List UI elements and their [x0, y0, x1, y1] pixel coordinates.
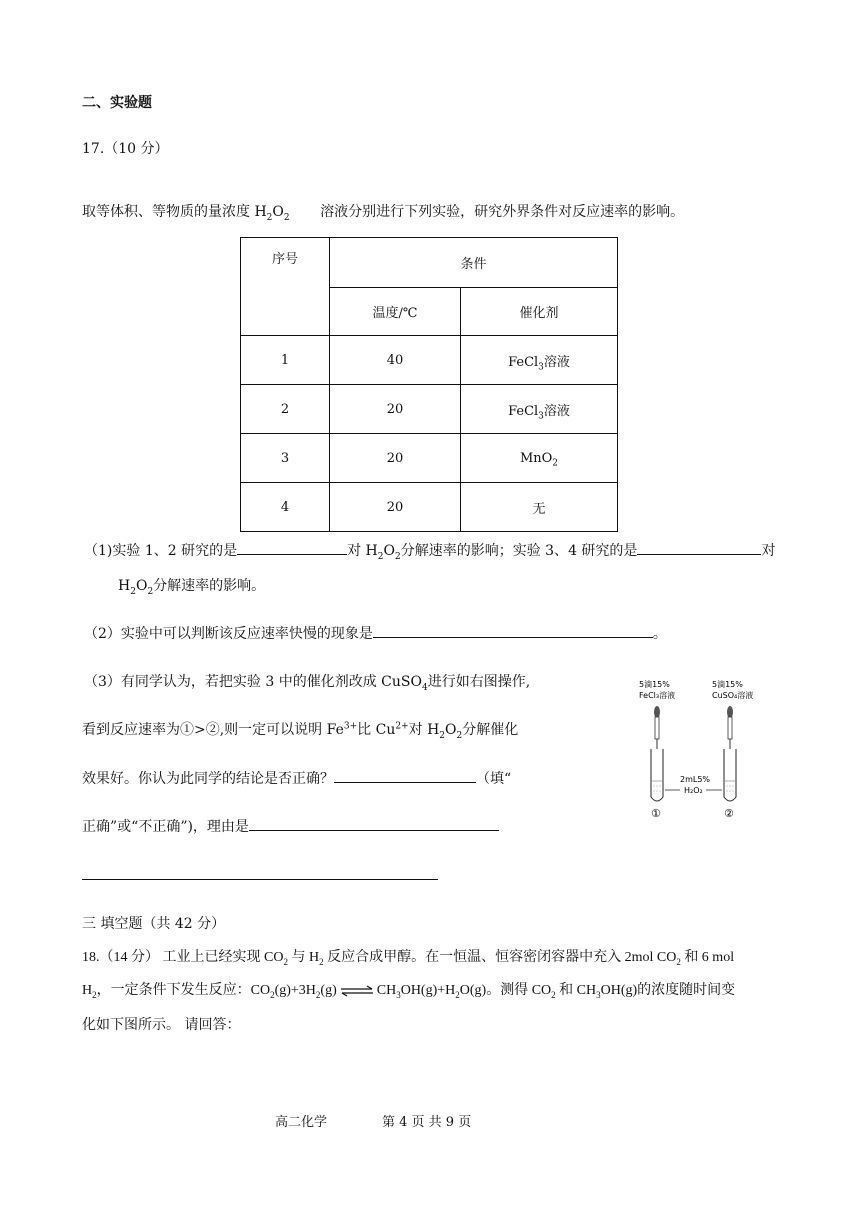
header-temp: 温度/℃	[330, 288, 461, 336]
q18-line3: 化如下图所示。 请回答：	[82, 1017, 241, 1033]
test-tube-icon	[724, 749, 736, 801]
q18-line2: $H_2$，一定条件下发生反应：$CO_2(g)+3H_2(g)$ $CH_3OH(g)+H_2O(g)$。测得 $CO_2$ 和 $CH_3OH(g)$的浓度随时间变	[82, 983, 736, 1000]
dropper-icon	[727, 706, 733, 749]
equilibrium-arrow-icon	[339, 985, 375, 997]
footer-subject: 高二化学	[275, 1115, 328, 1130]
header-condition: 条件	[330, 238, 618, 288]
footer-page-number: 第 4 页 共 9 页	[382, 1115, 472, 1130]
q18-line1: 18.（14 分） 工业上已经实现 $CO_2$ 与 $H_2$ 反应合成甲醇。在一恒温、恒容密闭容器中充入 2mol $CO_2$ 和 6 mol	[82, 950, 735, 967]
right-label-top: 5滴15%	[712, 680, 743, 689]
section-heading: 三 填空题（共 42 分）	[82, 916, 226, 932]
header-seq: 序号	[241, 238, 330, 336]
tube-label-2: ②	[724, 807, 734, 820]
experiment-table	[240, 237, 618, 532]
left-label-bottom: FeCl₃溶液	[639, 691, 676, 700]
right-label-bottom: CuSO₄溶液	[712, 691, 754, 700]
middle-label-bottom: H₂O₂	[684, 786, 703, 795]
section-heading: 二、实验题	[82, 95, 152, 111]
subquestion-3-line3: 效果好。你认为此同学的结论是否正确？ （填“	[82, 768, 511, 788]
header-catalyst: 催化剂	[461, 288, 618, 336]
table-row: 3 20 MnO$_2$	[241, 434, 618, 483]
subquestion-3-line1: （3）有同学认为，若把实验 3 中的催化剂改成 CuSO$_4$进行如右图操作,	[84, 674, 531, 693]
question-number: 17.（10 分）	[82, 141, 169, 157]
answer-blank[interactable]	[249, 816, 499, 831]
subquestion-1-line2: $H_2O_2$分解速率的影响。	[118, 578, 266, 597]
answer-blank[interactable]	[373, 623, 653, 638]
table-row: 4 20 无	[241, 483, 618, 532]
tube-label-1: ①	[651, 807, 661, 820]
dropper-icon	[654, 706, 660, 749]
answer-blank[interactable]	[637, 540, 761, 555]
left-label-top: 5滴15%	[639, 680, 670, 689]
middle-label-top: 2mL5%	[680, 775, 711, 784]
table-row: 2 20 FeCl$_3$溶液	[241, 385, 618, 434]
answer-blank[interactable]	[334, 768, 476, 783]
answer-blank[interactable]	[237, 540, 347, 555]
subquestion-1-line1: （1)实验 1、2 研究的是 对 $H_2O_2$分解速率的影响；实验 3、4 研究的是 对	[84, 540, 775, 560]
question-intro: 取等体积、等物质的量浓度 $H_2O_2$ 溶液分别进行下列实验，研究外界条件对反应速率的影响。	[82, 204, 685, 223]
table-row: 1 40 FeCl$_3$溶液	[241, 336, 618, 385]
subquestion-2: （2）实验中可以判断该反应速率快慢的现象是 。	[84, 623, 667, 643]
subquestion-3-line4: 正确”或“不正确”)，理由是	[82, 816, 499, 836]
answer-line[interactable]	[82, 878, 438, 880]
test-tube-icon	[651, 749, 663, 801]
test-tube-figure	[630, 677, 780, 822]
subquestion-3-line2: 看到反应速率为①>②,则一定可以说明 $Fe^{3+}$比 $Cu^{2+}$对 $H_2O_2$分解催化	[82, 721, 519, 741]
